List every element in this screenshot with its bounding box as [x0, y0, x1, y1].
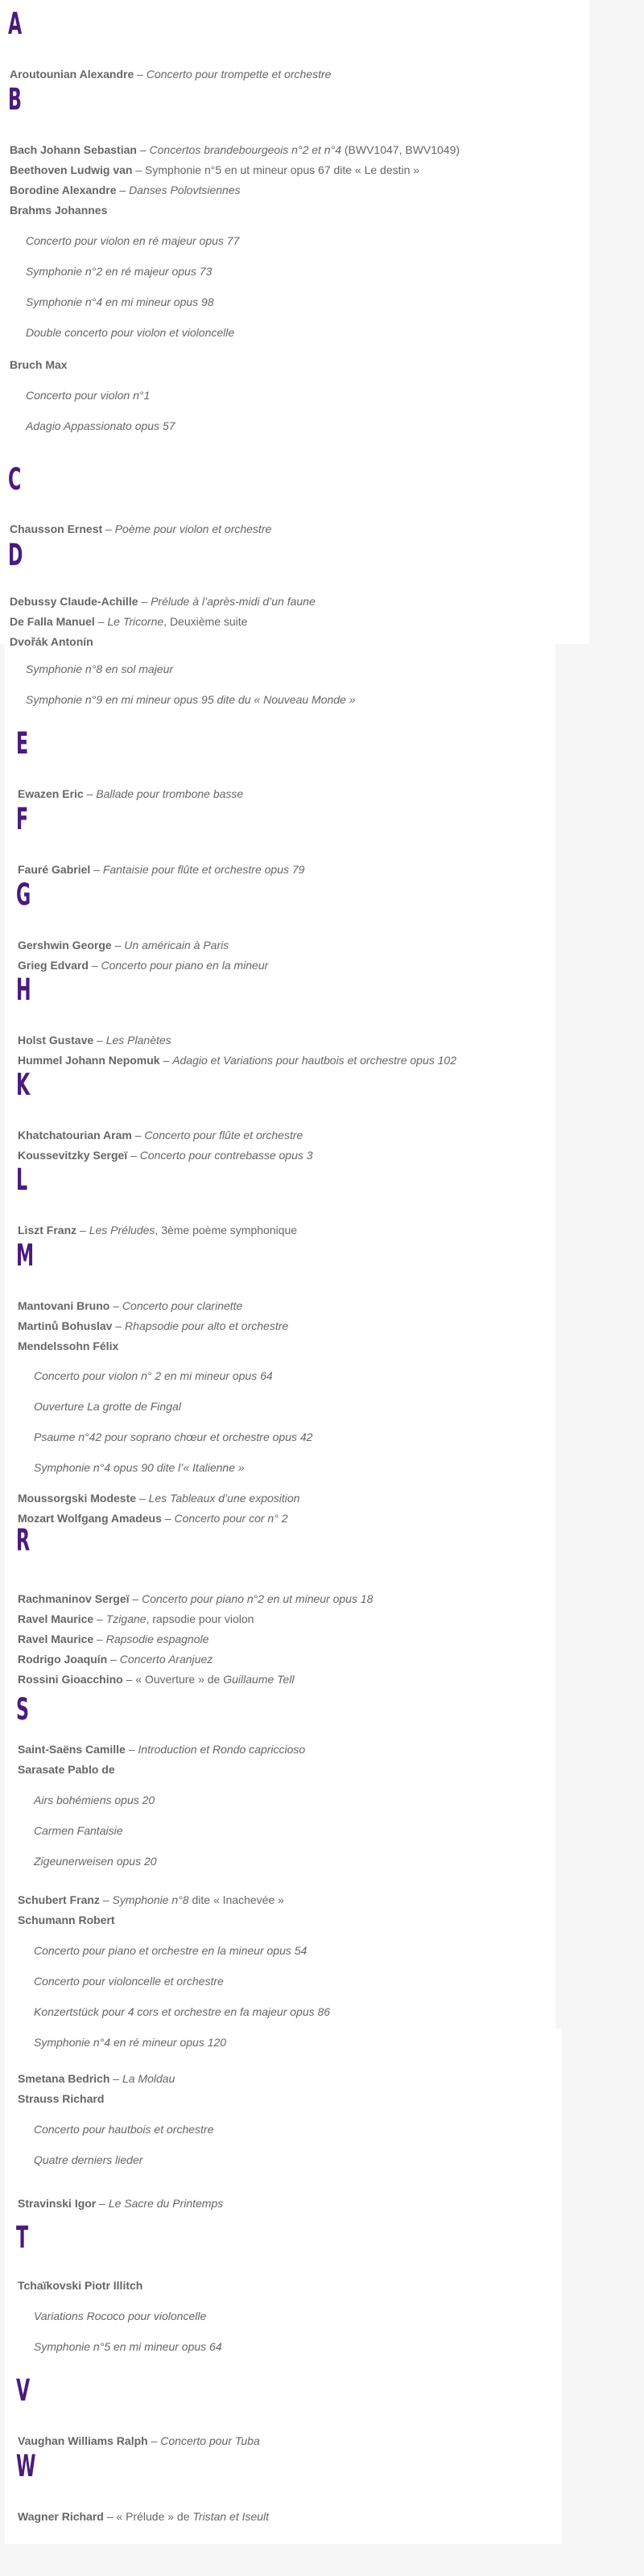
work-title: Un américain à Paris: [124, 939, 229, 952]
work-title: Rapsodie espagnole: [105, 1633, 209, 1645]
separator: –: [93, 1633, 106, 1645]
entry-moussorgski-modeste: [18, 1489, 299, 1507]
separator: –: [90, 863, 103, 876]
separator: –: [109, 1299, 122, 1312]
entry-vaughan-williams-ralph: [18, 2432, 260, 2450]
composer-name: Debussy Claude-Achille: [10, 595, 138, 608]
section-letter-b: B: [8, 82, 22, 117]
section-letter-g: G: [16, 877, 31, 912]
work-title: Les Préludes: [89, 1224, 155, 1236]
composer-name: Bach Johann Sebastian: [10, 143, 137, 156]
composer-name: Rodrigo Joaquín: [18, 1653, 108, 1666]
section-letter-s: S: [16, 1692, 29, 1727]
work-item: Concerto pour violon n° 2 en mi mineur opus 64: [34, 1369, 273, 1382]
composer-name: Borodine Alexandre: [10, 184, 117, 196]
section-letter-a: A: [8, 6, 23, 41]
work-title: Symphonie n°8: [112, 1893, 189, 1906]
separator: –: [116, 184, 130, 196]
work-title: Poème pour violon et orchestre: [114, 522, 272, 535]
work-title: Concerto pour piano n°2 en ut mineur opus 18: [142, 1592, 374, 1605]
work-title: , Deuxième suite: [163, 615, 248, 628]
work-item: Symphonie n°2 en ré majeur opus 73: [26, 265, 213, 278]
separator: –: [161, 1512, 175, 1525]
composer-name: Moussorgski Modeste: [18, 1492, 137, 1505]
separator: –: [103, 2510, 117, 2523]
work-item: Double concerto pour violon et violoncelle: [26, 326, 235, 339]
composer-name: Khatchatourian Aram: [18, 1129, 132, 1141]
entry-tchaikovski-piotr-illitch: [18, 2277, 142, 2294]
composer-name: Tchaïkovski Piotr Illitch: [18, 2279, 143, 2292]
work-title: Rhapsodie pour alto et orchestre: [125, 1319, 289, 1332]
composer-name: Dvořák Antonín: [10, 635, 93, 648]
composer-name: Gershwin George: [18, 939, 112, 952]
composer-name: Koussevitzky Sergeï: [18, 1149, 128, 1162]
composer-name: Rachmaninov Sergeï: [18, 1592, 130, 1605]
work-title: La Moldau: [122, 2072, 175, 2085]
composer-name: Chausson Ernest: [10, 522, 103, 535]
composer-name: De Falla Manuel: [10, 615, 95, 628]
composer-name: Sarasate Pablo de: [18, 1763, 115, 1776]
separator: –: [93, 1034, 106, 1046]
section-letter-v: V: [16, 2373, 31, 2408]
work-item: Symphonie n°8 en sol majeur: [26, 663, 174, 675]
separator: –: [93, 1612, 106, 1625]
separator: –: [122, 1673, 136, 1686]
entry-smetana-bedrich: [18, 2070, 175, 2087]
entry-hummel-johann-nepomuk: [18, 1051, 456, 1069]
entry-mozart-wolfgang-amadeus: [18, 1509, 288, 1527]
separator: –: [147, 2434, 161, 2447]
work-title: (BWV1047, BWV1049): [341, 143, 460, 156]
entry-de-falla-manuel: [10, 613, 247, 630]
entry-martinu-bohuslav: [18, 1317, 288, 1335]
work-item: Concerto pour hautbois et orchestre: [34, 2123, 214, 2136]
work-item: Airs bohémiens opus 20: [34, 1794, 155, 1806]
section-letter-r: R: [16, 1523, 31, 1558]
work-item: Adagio Appassionato opus 57: [26, 419, 175, 432]
entry-mantovani-bruno: [18, 1297, 242, 1315]
work-title: Les Tableaux d’une exposition: [148, 1492, 300, 1505]
entry-ewazen-eric: [18, 785, 243, 803]
work-title: Concerto pour cor n° 2: [174, 1512, 288, 1525]
entry-faure-gabriel: [18, 861, 304, 878]
entry-mendelssohn-felix: [18, 1337, 118, 1355]
work-title: Adagio et Variations pour hautbois et orchestre opus 102: [172, 1054, 456, 1067]
work-item: Konzertstück pour 4 cors et orchestre en fa majeur opus 86: [34, 2005, 331, 2018]
work-item: Psaume n°42 pour soprano chœur et orchestre opus 42: [34, 1430, 313, 1443]
work-item: Symphonie n°9 en mi mineur opus 95 dite du « Nouveau Monde »: [26, 693, 356, 706]
entry-wagner-richard: [18, 2508, 269, 2525]
work-title: Introduction et Rondo capriccioso: [138, 1743, 306, 1756]
separator: –: [136, 1492, 149, 1505]
entry-chausson-ernest: [10, 520, 271, 538]
composer-name: Rossini Gioacchino: [18, 1673, 123, 1686]
entry-koussevitzky-sergei: [18, 1146, 313, 1164]
composer-name: Mantovani Bruno: [18, 1299, 110, 1312]
composer-name: Schubert Franz: [18, 1893, 100, 1906]
work-item: Concerto pour violon en ré majeur opus 77: [26, 234, 240, 247]
entry-borodine-alexandre: [10, 181, 241, 199]
composer-name: Vaughan Williams Ralph: [18, 2434, 148, 2447]
composer-name: Ravel Maurice: [18, 1633, 94, 1645]
section-letter-f: F: [16, 802, 29, 836]
composer-name: Strauss Richard: [18, 2092, 105, 2105]
work-title: Le Tricorne: [107, 615, 164, 628]
section-letter-k: K: [16, 1067, 31, 1102]
work-title: Concertos brandebourgeois n°2 et n°4: [149, 143, 341, 156]
separator: –: [111, 939, 125, 952]
composer-name: Bruch Max: [10, 358, 68, 371]
composer-name: Saint-Saëns Camille: [18, 1743, 126, 1756]
separator: –: [138, 595, 151, 608]
entry-beethoven-ludwig-van: [10, 161, 419, 179]
content-panel-middle: [5, 644, 555, 2029]
work-title: Concerto pour clarinette: [122, 1299, 243, 1312]
separator: –: [112, 1319, 126, 1332]
section-letter-w: W: [16, 2449, 36, 2483]
work-item: Zigeunerweisen opus 20: [34, 1855, 157, 1868]
composer-name: Hummel Johann Nepomuk: [18, 1054, 160, 1067]
work-item: Symphonie n°4 en mi mineur opus 98: [26, 295, 214, 308]
work-item: Carmen Fantaisie: [34, 1824, 123, 1837]
composer-name: Mendelssohn Félix: [18, 1340, 119, 1352]
work-title: Concerto pour contrebasse opus 3: [139, 1149, 313, 1162]
entry-rachmaninov-sergei: [18, 1590, 373, 1608]
work-title: , rapsodie pour violon: [146, 1612, 254, 1625]
separator: –: [94, 615, 108, 628]
separator: –: [134, 68, 147, 80]
separator: –: [76, 1224, 89, 1236]
composer-name: Martinů Bohuslav: [18, 1319, 113, 1332]
separator: –: [83, 787, 97, 800]
work-title: « Prélude » de: [116, 2510, 193, 2523]
separator: –: [131, 1129, 145, 1141]
work-title: Ballade pour trombone basse: [96, 787, 244, 800]
separator: –: [129, 1592, 142, 1605]
composer-name: Liszt Franz: [18, 1224, 77, 1236]
entry-schubert-franz: [18, 1891, 284, 1909]
entry-ravel-maurice: [18, 1630, 208, 1648]
work-title: Concerto pour flûte et orchestre: [144, 1129, 303, 1141]
composer-name: Fauré Gabriel: [18, 863, 91, 876]
composer-name: Mozart Wolfgang Amadeus: [18, 1512, 162, 1525]
work-title: Prélude à l’après-midi d’un faune: [151, 595, 316, 608]
work-item: Symphonie n°4 en ré mineur opus 120: [34, 2036, 227, 2049]
section-letter-d: D: [8, 538, 23, 572]
separator: –: [107, 1653, 120, 1666]
work-item: Quatre derniers lieder: [34, 2153, 143, 2166]
separator: –: [96, 2197, 109, 2210]
separator: –: [136, 143, 150, 156]
composer-name: Beethoven Ludwig van: [10, 163, 133, 176]
entry-brahms-johannes: [10, 201, 107, 219]
separator: –: [159, 1054, 173, 1067]
work-item: Symphonie n°4 opus 90 dite l’« Italienne »: [34, 1461, 245, 1474]
work-title: Les Planètes: [105, 1034, 171, 1046]
work-title: Danses Polovtsiennes: [129, 184, 241, 196]
work-item: Concerto pour violoncelle et orchestre: [34, 1975, 224, 1988]
entry-debussy-claude-achille: [10, 592, 316, 610]
entry-bach-johann-sebastian: [10, 141, 460, 159]
composer-name: Wagner Richard: [18, 2510, 104, 2523]
separator: –: [125, 1743, 138, 1756]
separator: –: [127, 1149, 140, 1162]
composer-name: Schumann Robert: [18, 1913, 115, 1926]
separator: –: [88, 959, 101, 972]
entry-liszt-franz: [18, 1221, 297, 1239]
section-letter-m: M: [16, 1238, 35, 1273]
entry-grieg-edvard: [18, 956, 268, 974]
work-title: Le Sacre du Printemps: [108, 2197, 224, 2210]
separator: –: [102, 522, 115, 535]
work-title: Symphonie n°5 en ut mineur opus 67 dite « Le destin »: [145, 163, 420, 176]
work-item: Concerto pour piano et orchestre en la mineur opus 54: [34, 1944, 308, 1957]
work-item: Concerto pour violon n°1: [26, 389, 151, 402]
entry-gershwin-george: [18, 936, 229, 954]
entry-ravel-maurice: [18, 1610, 254, 1628]
work-title: Fantaisie pour flûte et orchestre opus 79: [102, 863, 305, 876]
separator: –: [109, 2072, 122, 2085]
section-letter-e: E: [16, 726, 29, 761]
work-title: Concerto pour piano en la mineur: [101, 959, 269, 972]
entry-rodrigo-joaquin: [18, 1650, 213, 1668]
work-title: dite « Inachevée »: [188, 1893, 284, 1906]
work-title: , 3ème poème symphonique: [155, 1224, 298, 1236]
entry-aroutounian-alexandre: [10, 65, 331, 83]
separator: –: [132, 163, 146, 176]
composer-name: Ravel Maurice: [18, 1612, 94, 1625]
work-title: Concerto pour Tuba: [160, 2434, 260, 2447]
section-letter-t: T: [16, 2220, 29, 2255]
entry-strauss-richard: [18, 2090, 104, 2107]
composer-name: Aroutounian Alexandre: [10, 68, 134, 80]
composer-name: Brahms Johannes: [10, 204, 108, 217]
entry-holst-gustave: [18, 1031, 171, 1049]
work-title: Concerto pour trompette et orchestre: [146, 68, 332, 80]
entry-stravinski-igor: [18, 2194, 223, 2212]
composer-name: Smetana Bedrich: [18, 2072, 110, 2085]
entry-dvorak-antonin: [10, 633, 93, 650]
section-letter-h: H: [16, 972, 31, 1007]
work-title: Tzigane: [105, 1612, 147, 1625]
work-item: Ouverture La grotte de Fingal: [34, 1400, 181, 1413]
entry-rossini-gioacchino: [18, 1670, 294, 1688]
composer-name: Grieg Edvard: [18, 959, 89, 972]
composer-name: Holst Gustave: [18, 1034, 94, 1046]
content-panel-top: [0, 0, 589, 644]
work-item: Symphonie n°5 en mi mineur opus 64: [34, 2340, 222, 2353]
composer-name: Stravinski Igor: [18, 2197, 97, 2210]
entry-schumann-robert: [18, 1911, 115, 1929]
section-letter-c: C: [8, 462, 22, 497]
entry-saint-saens-camille: [18, 1740, 305, 1758]
work-title: Concerto Aranjuez: [119, 1653, 213, 1666]
work-item: Variations Rococo pour violoncelle: [34, 2310, 207, 2322]
separator: –: [99, 1893, 113, 1906]
section-letter-l: L: [16, 1162, 28, 1197]
work-title: Tristan et Iseult: [192, 2510, 270, 2523]
work-title: « Ouverture » de: [135, 1673, 224, 1686]
entry-sarasate-pablo-de: [18, 1761, 115, 1778]
entry-bruch-max: [10, 356, 68, 374]
work-title: Guillaume Tell: [223, 1673, 295, 1686]
entry-khatchatourian-aram: [18, 1126, 303, 1144]
composer-name: Ewazen Eric: [18, 787, 84, 800]
